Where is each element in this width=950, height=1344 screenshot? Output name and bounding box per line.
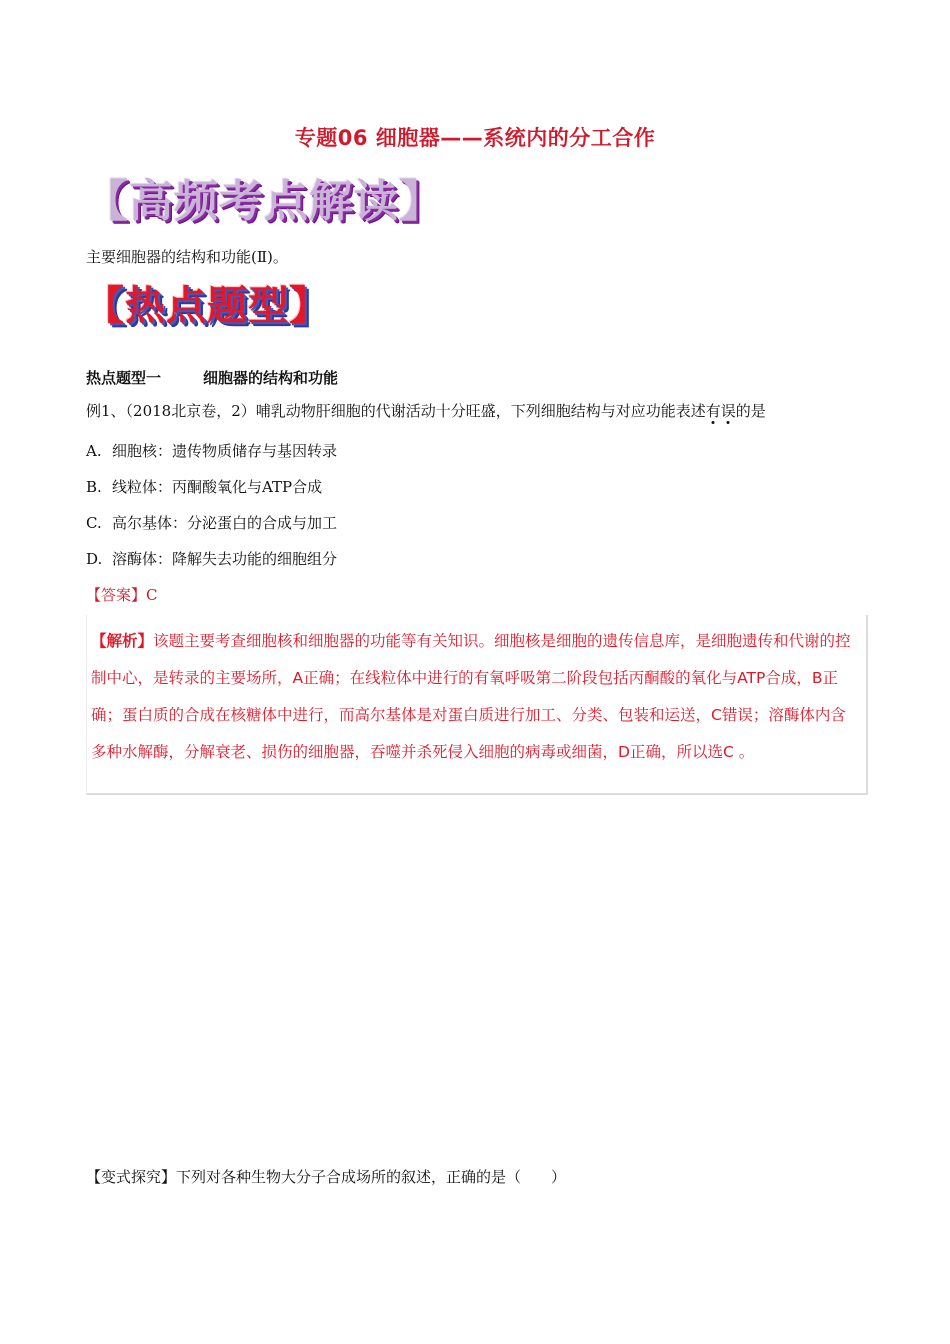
option-letter: A. (86, 442, 102, 460)
option-letter: D. (86, 550, 103, 568)
hot-type-topic: 细胞器的结构和功能 (203, 369, 339, 387)
question-prefix: 例1、（2018北京卷，2）哺乳动物肝细胞的代谢活动十分旺盛，下列细胞结构与对应功能表述 (86, 402, 706, 420)
analysis-box (86, 615, 868, 795)
variant-label: 【变式探究】 (86, 1168, 177, 1186)
analysis-text: 该题主要考查细胞核和细胞器的功能等有关知识。细胞核是细胞的遗传信息库，是细胞遗传和代谢的控制中心，是转录的主要场所，A正确；在线粒体中进行的有氧呼吸第二阶段包括丙酮酸的氧化与ATP合成，B正确；蛋白质的合成在核糖体中进行，而高尔基体是对蛋白质进行加工、分类、包装和运送，C错误；溶酶体内含多种水解酶，分解衰老、损伤的细胞器，吞噬并杀死侵入细胞的病毒或细菌，D正确，所以选C 。 (91, 632, 851, 761)
variant-text: 下列对各种生物大分子合成场所的叙述，正确的是（ ） (176, 1168, 567, 1186)
option-text: 细胞核：遗传物质储存与基因转录 (112, 442, 338, 460)
variant-question (86, 1166, 566, 1187)
option-text: 溶酶体：降解失去功能的细胞组分 (112, 550, 338, 568)
answer-value: C (146, 586, 158, 604)
example-question (86, 400, 766, 421)
option-letter: B. (86, 478, 102, 496)
high-frequency-banner: 【高频考点解读】 (84, 176, 444, 227)
exam-scope-text: 主要细胞器的结构和功能(Ⅱ)。 (86, 248, 288, 266)
option-b (86, 476, 322, 497)
option-letter: C. (86, 514, 102, 532)
answer-line (86, 584, 158, 605)
hot-type-label: 热点题型一 (86, 369, 162, 387)
option-c (86, 512, 337, 533)
option-a (86, 440, 337, 461)
answer-label: 【答案】 (86, 586, 147, 604)
analysis-label: 【解析】 (91, 632, 154, 650)
question-suffix: 的是 (735, 402, 766, 420)
option-text: 高尔基体：分泌蛋白的合成与加工 (112, 514, 338, 532)
hot-types-banner: 【热点题型】 (84, 283, 330, 329)
option-d (86, 548, 337, 569)
page-title: 专题06 细胞器——系统内的分工合作 (294, 126, 656, 150)
emphasis-char-2: 误 (720, 402, 736, 420)
emphasis-char-1: 有 (705, 402, 721, 420)
option-text: 线粒体：丙酮酸氧化与ATP合成 (112, 478, 323, 496)
hot-type-heading (86, 367, 338, 388)
